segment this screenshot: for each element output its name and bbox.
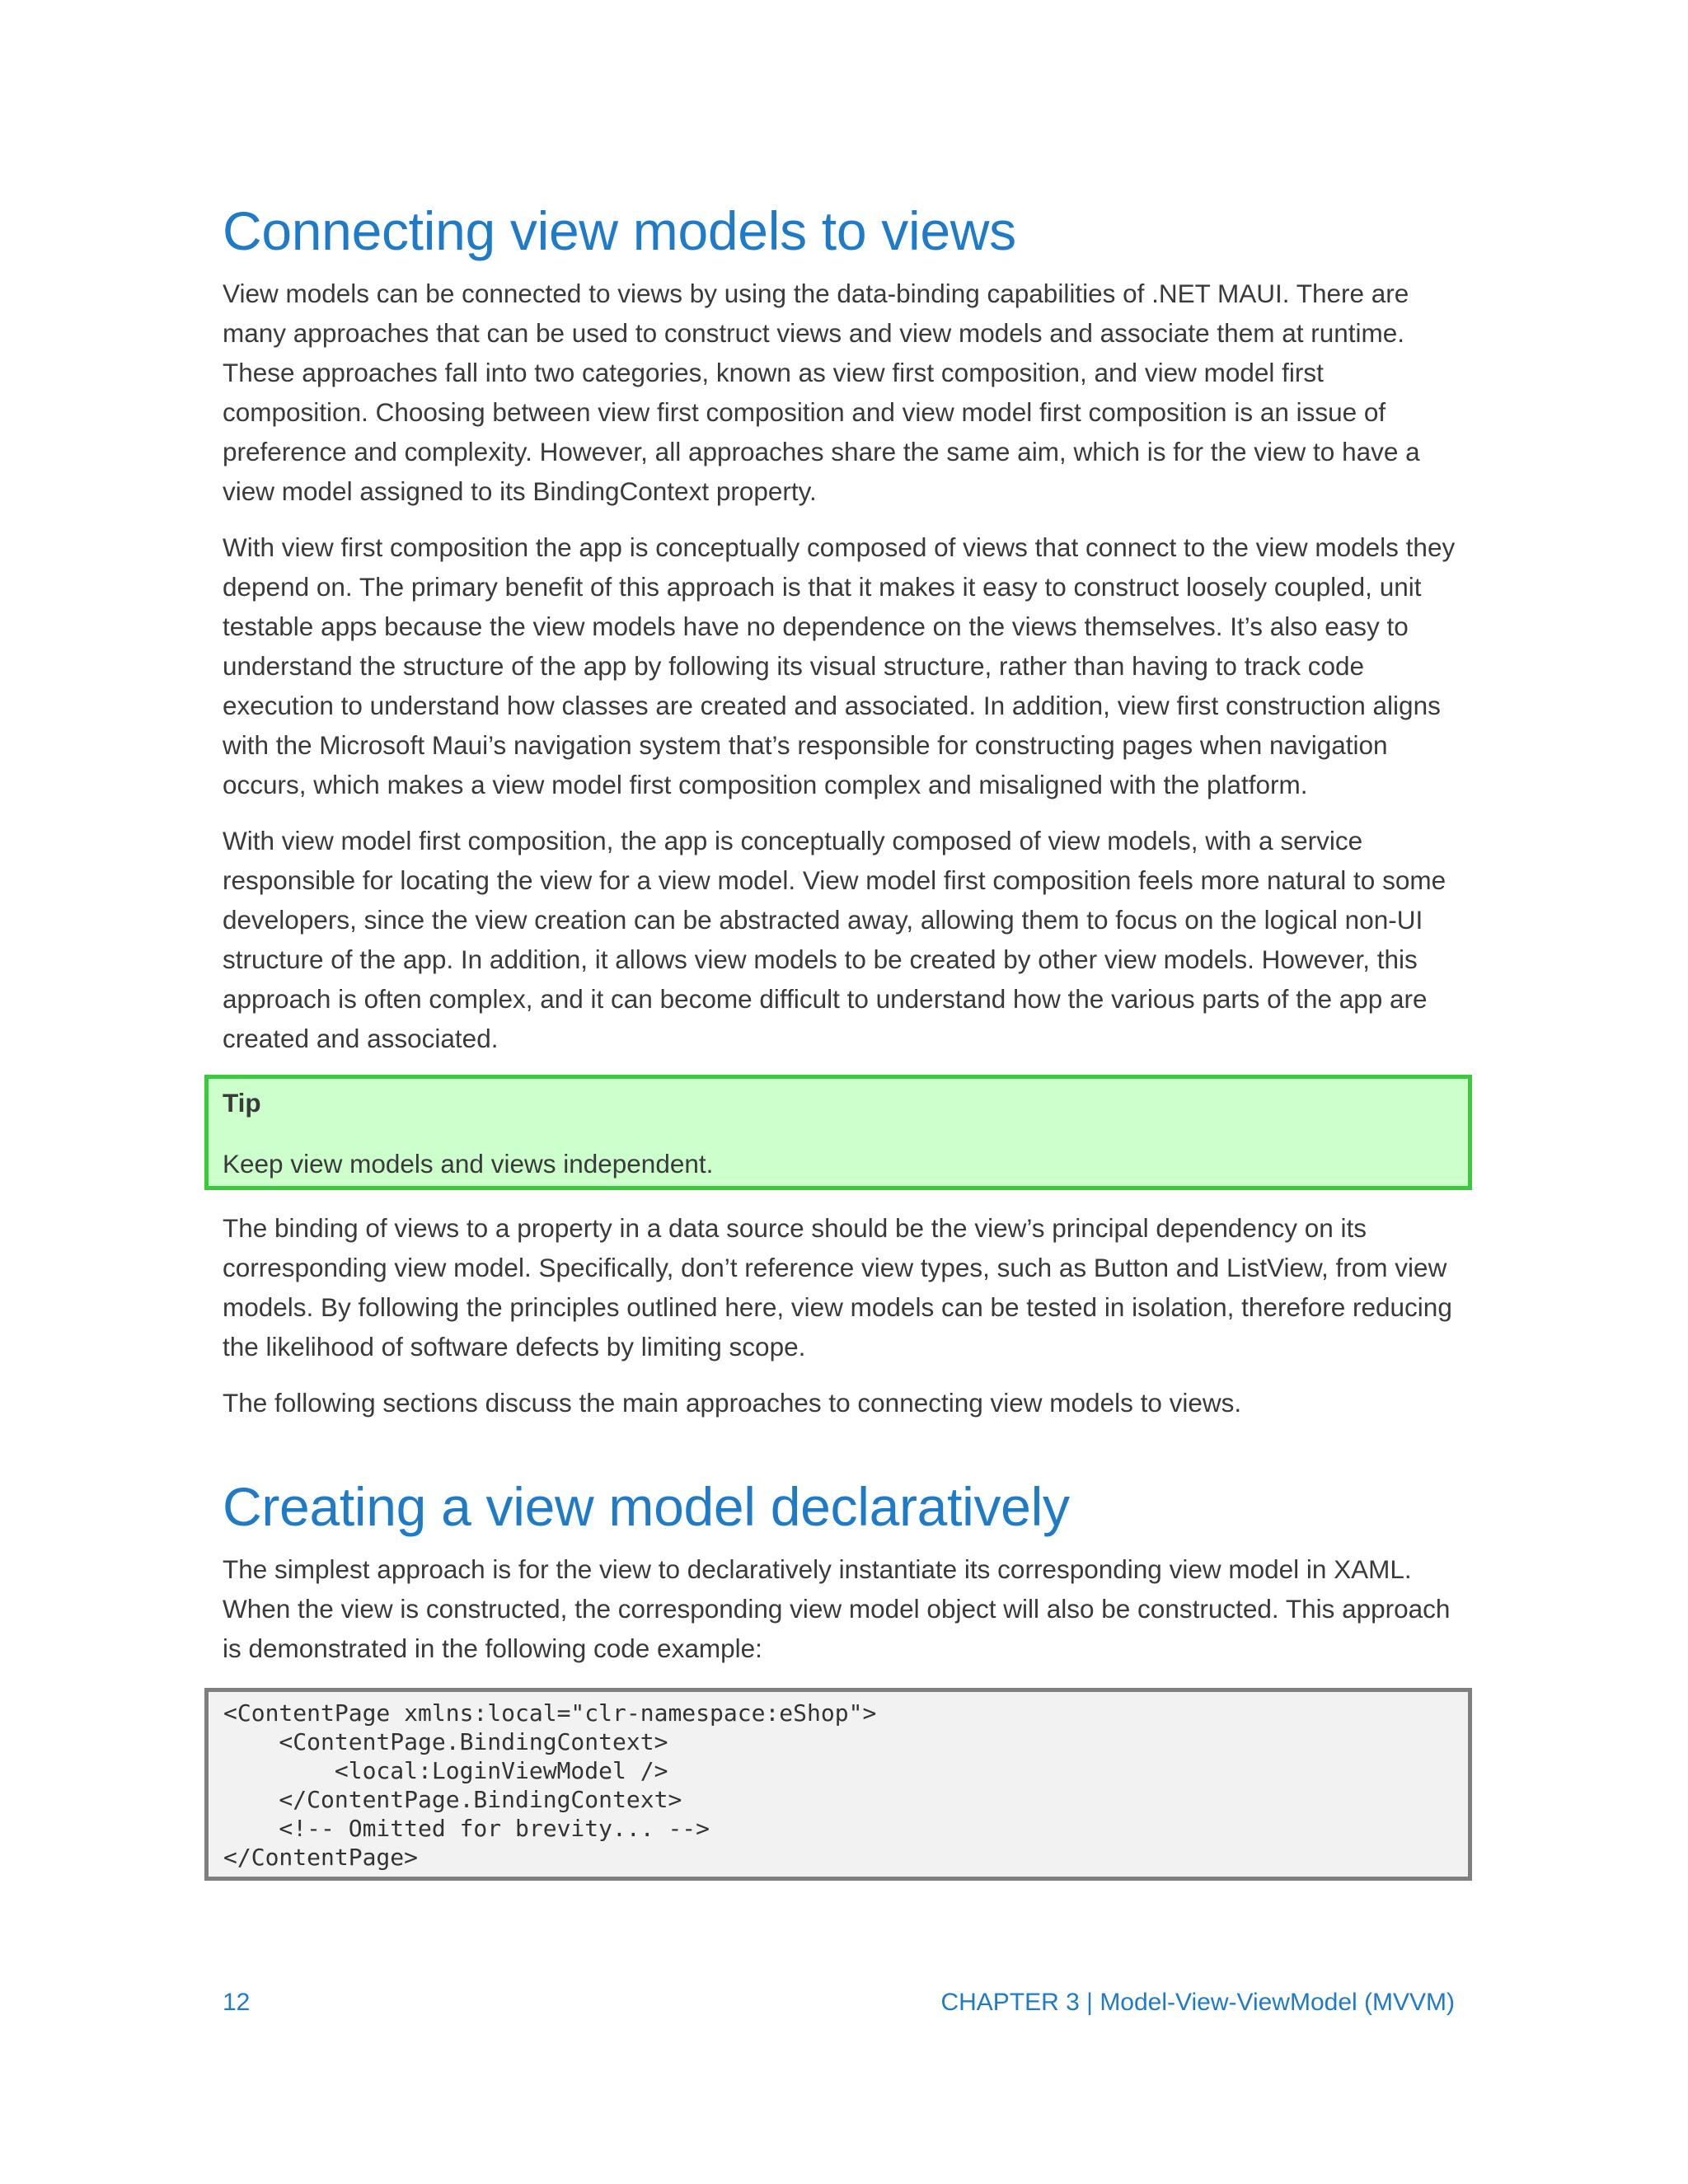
code-listing: <ContentPage xmlns:local="clr-namespace:eShop"> <ContentPage.BindingContext> <local:LoginViewModel /> </ContentPage.BindingContext> <!-- Omitted for brevity... --> </ContentPage>	[223, 1699, 877, 1871]
section-heading-connecting: Connecting view models to views	[223, 200, 1016, 261]
paragraph: With view model first composition, the app is conceptually composed of view models, with a service responsible for locating the view for a view model. View model first composition feels more natural to some developers, since the view creation can be abstracted away, allowing them to focus on the logical non-UI structure of the app. In addition, it allows view models to be created by other view models. However, this approach is often complex, and it can become difficult to understand how the various parts of the app are created and associated.	[223, 826, 1447, 1053]
page-footer	[223, 1986, 1455, 2019]
paragraph: The following sections discuss the main approaches to connecting view models to views.	[223, 1388, 1242, 1418]
footer-separator: |	[1086, 1989, 1093, 2016]
paragraph: The simplest approach is for the view to declaratively instantiate its corresponding view model in XAML. When the view is constructed, the corresponding view model object will also be constructed. This approach is demonstrated in the following code example:	[223, 1554, 1451, 1663]
page-content	[223, 196, 1475, 1881]
tip-title: Tip	[223, 1088, 261, 1118]
section-heading-creating: Creating a view model declaratively	[223, 1476, 1070, 1537]
paragraph: View models can be connected to views by using the data-binding capabilities of .NET MAUI. There are many approaches that can be used to construct views and view models and associate them at runtime. These approaches fall into two categories, known as view first composition, and view model first composition. Choosing between view first composition and view model first composition is an issue of preference and complexity. However, all approaches share the same aim, which is for the view to have a view model assigned to its BindingContext property.	[223, 279, 1420, 506]
page-number: 12	[223, 1989, 251, 2016]
tip-callout	[204, 1075, 1472, 1190]
code-block	[204, 1688, 1472, 1881]
tip-body: Keep view models and views independent.	[223, 1149, 714, 1179]
paragraph: With view first composition the app is conceptually composed of views that connect to the view models they depend on. The primary benefit of this approach is that it makes it easy to construct loosely coupled, unit testable apps because the view models have no dependence on the views themselves. It’s also easy to understand the structure of the app by following its visual structure, rather than having to track code execution to understand how classes are created and associated. In addition, view first construction aligns with the Microsoft Maui’s navigation system that’s responsible for constructing pages when navigation occurs, which makes a view model first composition complex and misaligned with the platform.	[223, 532, 1456, 799]
chapter-title: Model-View-ViewModel (MVVM)	[1100, 1989, 1455, 2016]
paragraph: The binding of views to a property in a data source should be the view’s principal dependency on its corresponding view model. Specifically, don’t reference view types, such as Button and ListView, from view models. By following the principles outlined here, view models can be tested in isolation, therefore reducing the likelihood of software defects by limiting scope.	[223, 1213, 1452, 1361]
chapter-label	[940, 1986, 1455, 2019]
chapter-number: CHAPTER 3	[940, 1989, 1080, 2016]
